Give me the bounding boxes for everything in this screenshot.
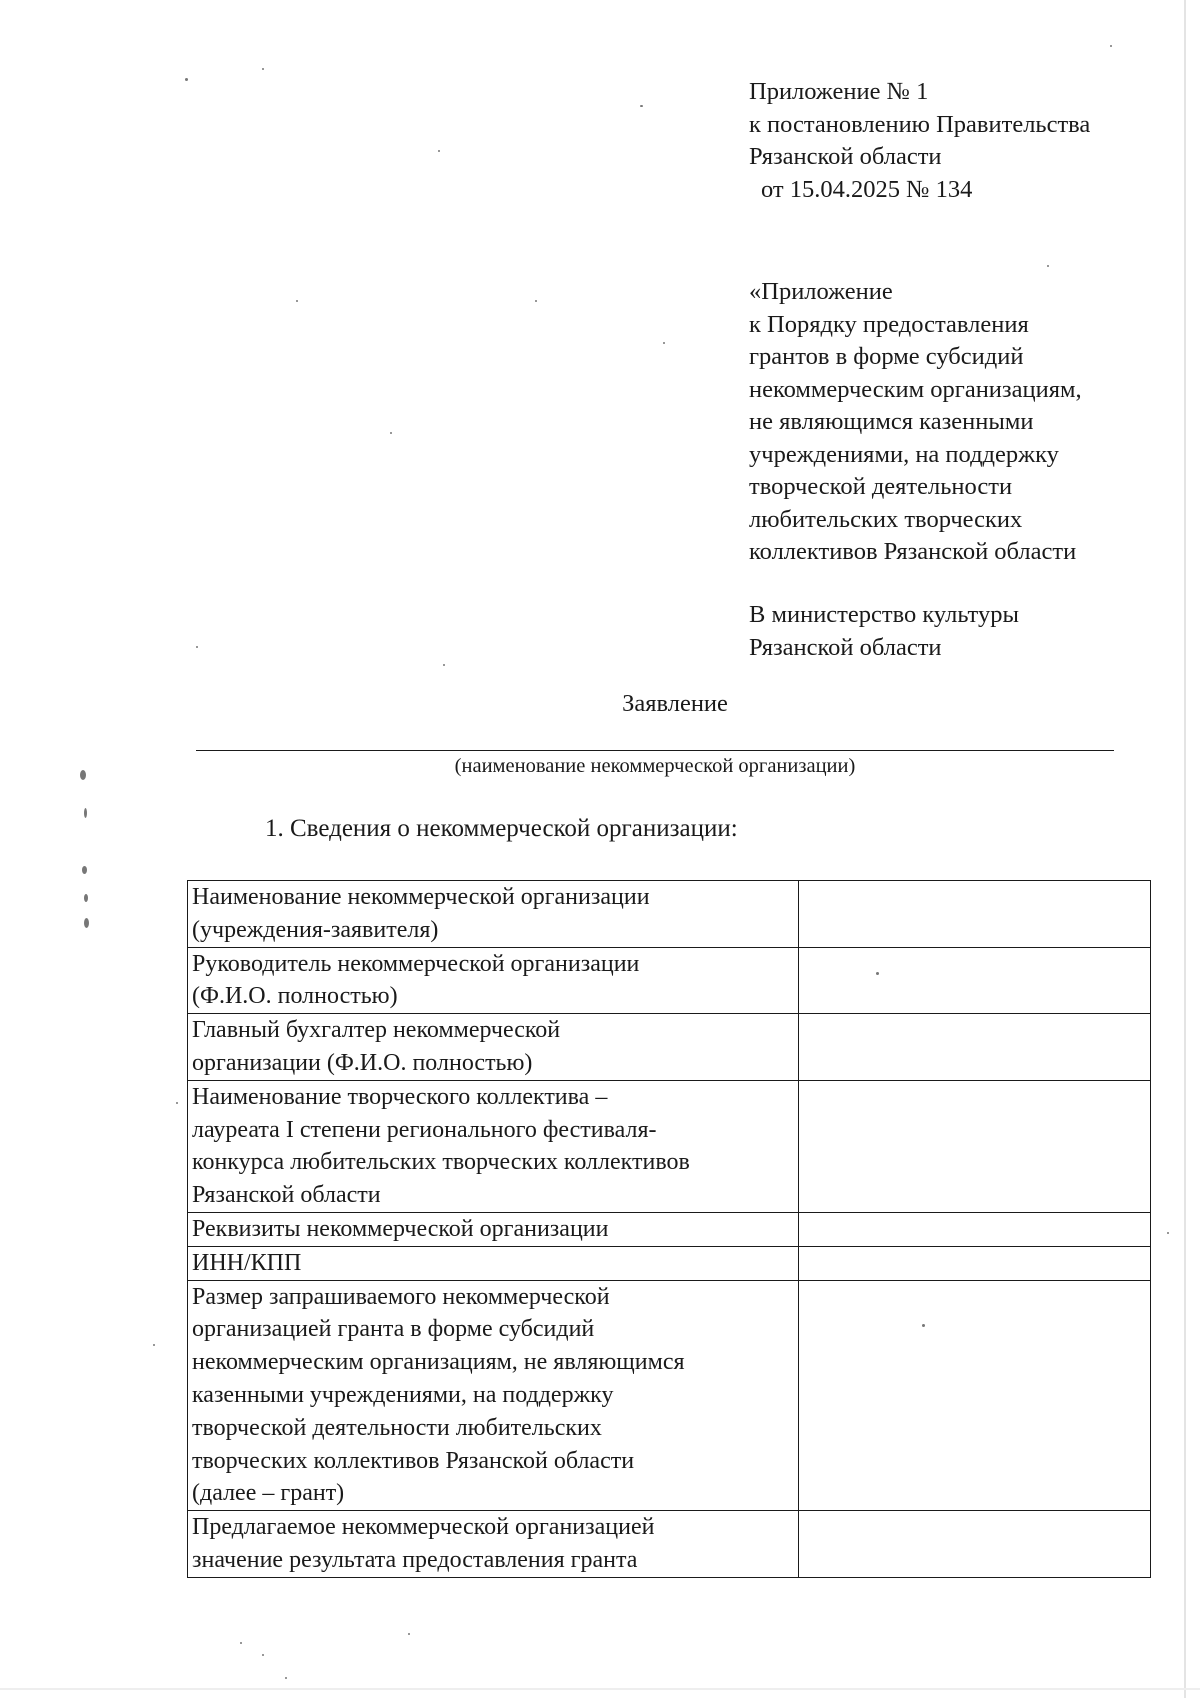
label-line: (Ф.И.О. полностью) xyxy=(192,983,398,1010)
label-line: значение результата предоставления гранта xyxy=(192,1546,638,1573)
scan-speck xyxy=(1167,1232,1169,1234)
table-row xyxy=(188,947,1151,1014)
approval-line: к постановлению Правительства xyxy=(749,110,1091,138)
label-line: некоммерческим организациям, не являющимся xyxy=(192,1349,685,1376)
row-value xyxy=(799,1014,1151,1081)
addressee xyxy=(749,599,1019,664)
scan-edge-bottom xyxy=(0,1688,1200,1690)
label-line: казенными учреждениями, на поддержку xyxy=(192,1381,614,1408)
label-line: конкурса любительских творческих коллективов xyxy=(192,1149,690,1176)
table-row xyxy=(188,1014,1151,1081)
order-line: «Приложение xyxy=(749,278,893,305)
label-line: творческой деятельности любительских xyxy=(192,1414,602,1441)
label-line: ИНН/КПП xyxy=(192,1249,302,1276)
scan-speck xyxy=(176,1102,178,1104)
scan-speck xyxy=(240,1642,242,1644)
row-label xyxy=(188,1280,799,1511)
approval-date-line: от 15.04.2025 № 134 xyxy=(761,175,973,203)
org-info-table xyxy=(187,880,1151,1578)
label-line: Главный бухгалтер некоммерческой xyxy=(192,1017,561,1044)
scan-speck xyxy=(438,150,440,152)
scan-speck xyxy=(262,68,264,70)
label-line: лауреата I степени регионального фестиваля- xyxy=(192,1116,657,1143)
row-value xyxy=(799,947,1151,1014)
scan-speck xyxy=(876,972,879,975)
order-reference xyxy=(749,276,1082,569)
addressee-line: Рязанской области xyxy=(749,633,942,661)
scan-speck xyxy=(1047,265,1049,267)
label-line: Размер запрашиваемого некоммерческой xyxy=(192,1283,610,1310)
order-line: не являющимся казенными xyxy=(749,408,1034,435)
scan-speck xyxy=(535,300,537,302)
label-line: Наименование творческого коллектива – xyxy=(192,1083,608,1110)
table-row xyxy=(188,1511,1151,1578)
row-label xyxy=(188,1080,799,1212)
approval-line: Приложение № 1 xyxy=(749,78,929,105)
row-value xyxy=(799,881,1151,948)
scan-speck xyxy=(153,1344,155,1346)
row-label xyxy=(188,881,799,948)
label-line: Предлагаемое некоммерческой организацией xyxy=(192,1514,655,1541)
label-line: Реквизиты некоммерческой организации xyxy=(192,1215,609,1242)
scan-speck xyxy=(262,1654,264,1656)
scan-speck xyxy=(296,300,298,302)
scan-speck xyxy=(82,866,87,874)
order-line: коллективов Рязанской области xyxy=(749,538,1077,565)
row-label xyxy=(188,1212,799,1246)
row-label xyxy=(188,1511,799,1578)
row-label xyxy=(188,1246,799,1280)
document-title: Заявление xyxy=(622,690,728,717)
row-label xyxy=(188,947,799,1014)
approval-stamp xyxy=(749,76,1090,206)
order-line: некоммерческим организациям, xyxy=(749,375,1082,403)
label-line: Руководитель некоммерческой организации xyxy=(192,950,640,977)
row-value xyxy=(799,1511,1151,1578)
order-line: учреждениями, на поддержку xyxy=(749,440,1059,468)
table-row xyxy=(188,881,1151,948)
row-label xyxy=(188,1014,799,1081)
row-value xyxy=(799,1246,1151,1280)
order-line: любительских творческих xyxy=(749,505,1023,533)
org-name-blank-line xyxy=(196,750,1114,751)
scan-speck xyxy=(84,918,89,928)
scan-speck xyxy=(390,432,392,434)
scan-speck xyxy=(80,770,86,780)
label-line: (учреждения-заявителя) xyxy=(192,916,439,943)
scan-speck xyxy=(663,342,665,344)
addressee-line: В министерство культуры xyxy=(749,601,1019,628)
scan-speck xyxy=(1110,45,1112,47)
label-line: творческих коллективов Рязанской области xyxy=(192,1447,635,1474)
order-line: к Порядку предоставления xyxy=(749,310,1029,338)
table-row xyxy=(188,1212,1151,1246)
scan-speck xyxy=(640,105,643,107)
order-line: творческой деятельности xyxy=(749,473,1013,500)
row-value xyxy=(799,1212,1151,1246)
scan-speck xyxy=(285,1677,287,1679)
approval-line: Рязанской области xyxy=(749,143,942,170)
label-line: (далее – грант) xyxy=(192,1480,345,1507)
label-line: организации (Ф.И.О. полностью) xyxy=(192,1049,533,1076)
table-row xyxy=(188,1080,1151,1212)
table-row xyxy=(188,1280,1151,1511)
row-value xyxy=(799,1080,1151,1212)
scan-edge-right xyxy=(1184,0,1186,1698)
scan-speck xyxy=(443,664,445,666)
label-line: организацией гранта в форме субсидий xyxy=(192,1316,595,1343)
scan-speck xyxy=(84,894,88,902)
row-value xyxy=(799,1280,1151,1511)
order-line: грантов в форме субсидий xyxy=(749,343,1024,370)
scan-speck xyxy=(922,1324,925,1327)
scan-speck xyxy=(408,1633,410,1635)
section-heading: 1. Сведения о некоммерческой организации: xyxy=(265,815,738,842)
label-line: Рязанской области xyxy=(192,1182,381,1209)
scan-speck xyxy=(196,646,198,648)
label-line: Наименование некоммерческой организации xyxy=(192,884,650,910)
scan-speck xyxy=(185,78,188,81)
table-row xyxy=(188,1246,1151,1280)
org-name-caption: (наименование некоммерческой организации) xyxy=(454,755,856,777)
scan-speck xyxy=(84,808,87,818)
